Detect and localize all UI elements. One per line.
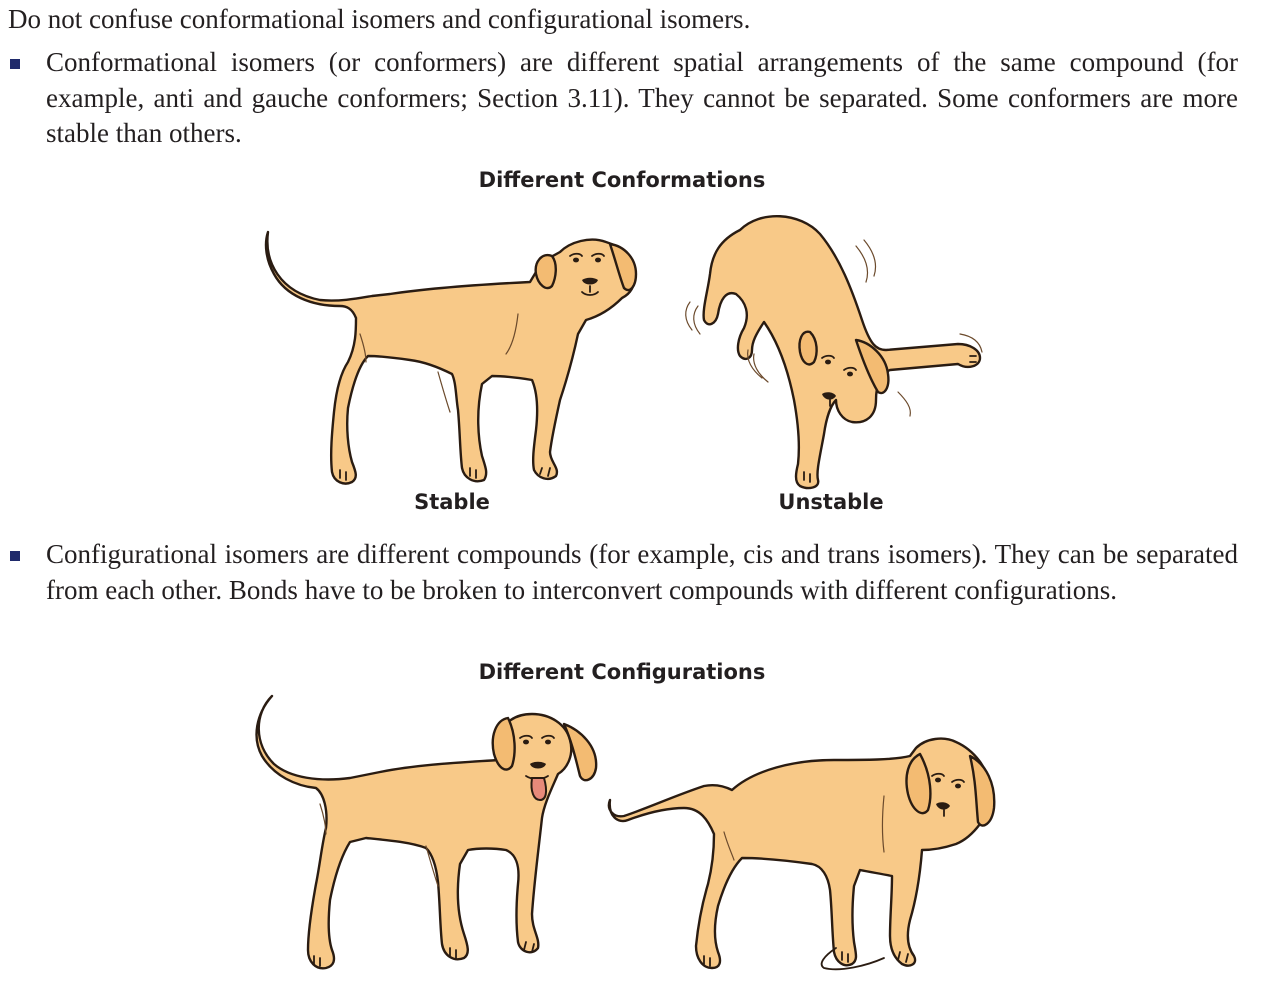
bullet-square-icon [10, 59, 20, 69]
dog-tail-up-illustration [250, 694, 600, 972]
figure-title-configurations: Different Configurations [478, 660, 766, 684]
intro-text: Do not confuse conformational isomers and configurational isomers. [8, 4, 751, 34]
bullet-text: Configurational isomers are different compounds (for example, cis and trans isomers). They can be separated from each other. Bonds have to be broken to interconvert compounds with different configurations. [46, 539, 1238, 605]
bullet-item-configurational [0, 537, 1238, 647]
unstable-dog-illustration [680, 210, 990, 490]
figure-title-conformations: Different Conformations [478, 168, 766, 192]
unstable-label: Unstable [778, 490, 884, 514]
bullet-item-conformational [0, 45, 1238, 155]
stable-label: Stable [414, 490, 490, 514]
bullet-text: Conformational isomers (or conformers) are different spatial arrangements of the same compound (for example, anti and gauche conformers; Section 3.11). They cannot be separated. Some conformers are more stable than others. [46, 47, 1238, 148]
bullet-square-icon [10, 551, 20, 561]
dog-tail-tucked-illustration [604, 736, 998, 972]
stable-dog-illustration [260, 222, 650, 490]
